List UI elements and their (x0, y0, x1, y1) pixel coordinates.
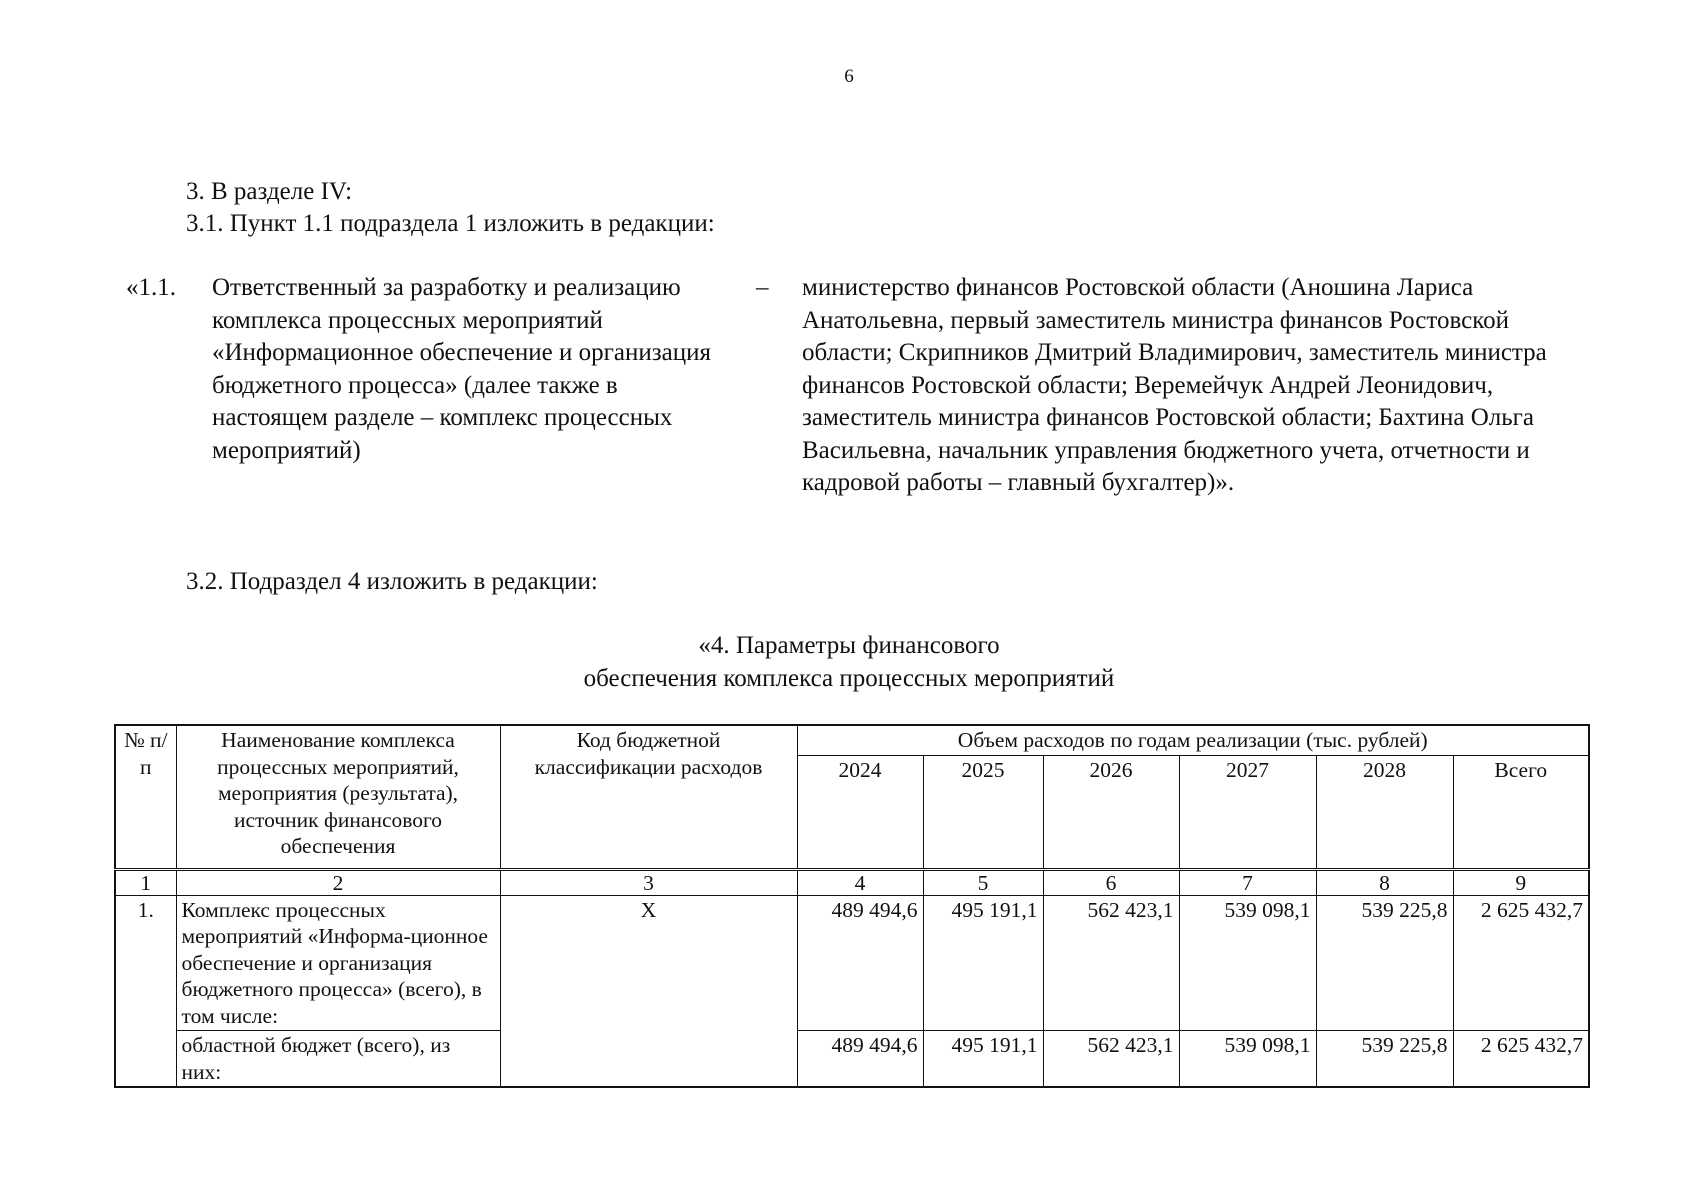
header-num: № п/п (115, 725, 176, 869)
header-row (115, 725, 1589, 755)
value-total: 2 625 432,7 (1453, 895, 1589, 1031)
value-2025: 495 191,1 (923, 1031, 1043, 1088)
header-code: Код бюджетной классификации расходов (500, 725, 797, 869)
column-numbers-row (115, 869, 1589, 895)
header-year-2025: 2025 (923, 755, 1043, 869)
value-2026: 562 423,1 (1043, 1031, 1179, 1088)
section-heading-line1: «4. Параметры финансового (698, 632, 1000, 659)
header-year-2028: 2028 (1316, 755, 1453, 869)
column-number: 6 (1043, 869, 1179, 895)
value-2026: 562 423,1 (1043, 895, 1179, 1031)
value-2027: 539 098,1 (1179, 895, 1316, 1031)
item-number: «1.1. (126, 274, 176, 301)
page-number: 6 (844, 66, 854, 87)
value-2024: 489 494,6 (797, 895, 923, 1031)
table-row (115, 895, 1589, 1031)
row-name: областной бюджет (всего), из них: (176, 1031, 500, 1088)
value-2025: 495 191,1 (923, 895, 1043, 1031)
item-responsible-label: Ответственный за разработку и реализацию комплекса процессных мероприятий «Информационное обеспечение и организация бюджетного процесса» (далее также в настоящем разделе – комплекс процессных мероприятий) (212, 274, 711, 464)
row-number: 1. (115, 895, 176, 1087)
column-number: 2 (176, 869, 500, 895)
column-number: 8 (1316, 869, 1453, 895)
value-2028: 539 225,8 (1316, 895, 1453, 1031)
value-2028: 539 225,8 (1316, 1031, 1453, 1088)
row-name: Комплекс процессных мероприятий «Информа-ционное обеспечение и организация бюджетного процесса» (всего), в том числе: (176, 895, 500, 1031)
paragraph-3-1: 3.1. Пункт 1.1 подраздела 1 изложить в редакции: (186, 210, 715, 237)
paragraph-3: 3. В разделе IV: (186, 178, 353, 205)
header-volume: Объем расходов по годам реализации (тыс. рублей) (797, 725, 1589, 755)
item-dash: – (756, 274, 769, 301)
paragraph-3-2: 3.2. Подраздел 4 изложить в редакции: (186, 568, 598, 595)
financing-table (114, 724, 1590, 1088)
table-row (115, 1031, 1589, 1088)
column-number: 7 (1179, 869, 1316, 895)
column-number: 3 (500, 869, 797, 895)
header-year-2024: 2024 (797, 755, 923, 869)
section-heading (0, 630, 1698, 695)
value-total: 2 625 432,7 (1453, 1031, 1589, 1088)
header-name: Наименование комплекса процессных мероприятий, мероприятия (результата), источник финансового обеспечения (176, 725, 500, 869)
value-2027: 539 098,1 (1179, 1031, 1316, 1088)
column-number: 4 (797, 869, 923, 895)
column-number: 5 (923, 869, 1043, 895)
header-total: Всего (1453, 755, 1589, 869)
item-responsible-value: министерство финансов Ростовской области (Аношина Лариса Анатольевна, первый заместитель министра финансов Ростовской области; Скрипников Дмитрий Владимирович, заместитель министра финансов Ростовской области; Веремейчук Андрей Леонидович, заместитель министра финансов Ростовской области; Бахтина Ольга Васильевна, начальник управления бюджетного учета, отчетности и кадровой работы – главный бухгалтер)». (802, 274, 1547, 496)
value-2024: 489 494,6 (797, 1031, 923, 1088)
header-year-2026: 2026 (1043, 755, 1179, 869)
header-year-2027: 2027 (1179, 755, 1316, 869)
section-heading-line2: обеспечения комплекса процессных мероприятий (583, 664, 1115, 692)
column-number: 9 (1453, 869, 1589, 895)
column-number: 1 (115, 869, 176, 895)
row-code: X (500, 895, 797, 1087)
